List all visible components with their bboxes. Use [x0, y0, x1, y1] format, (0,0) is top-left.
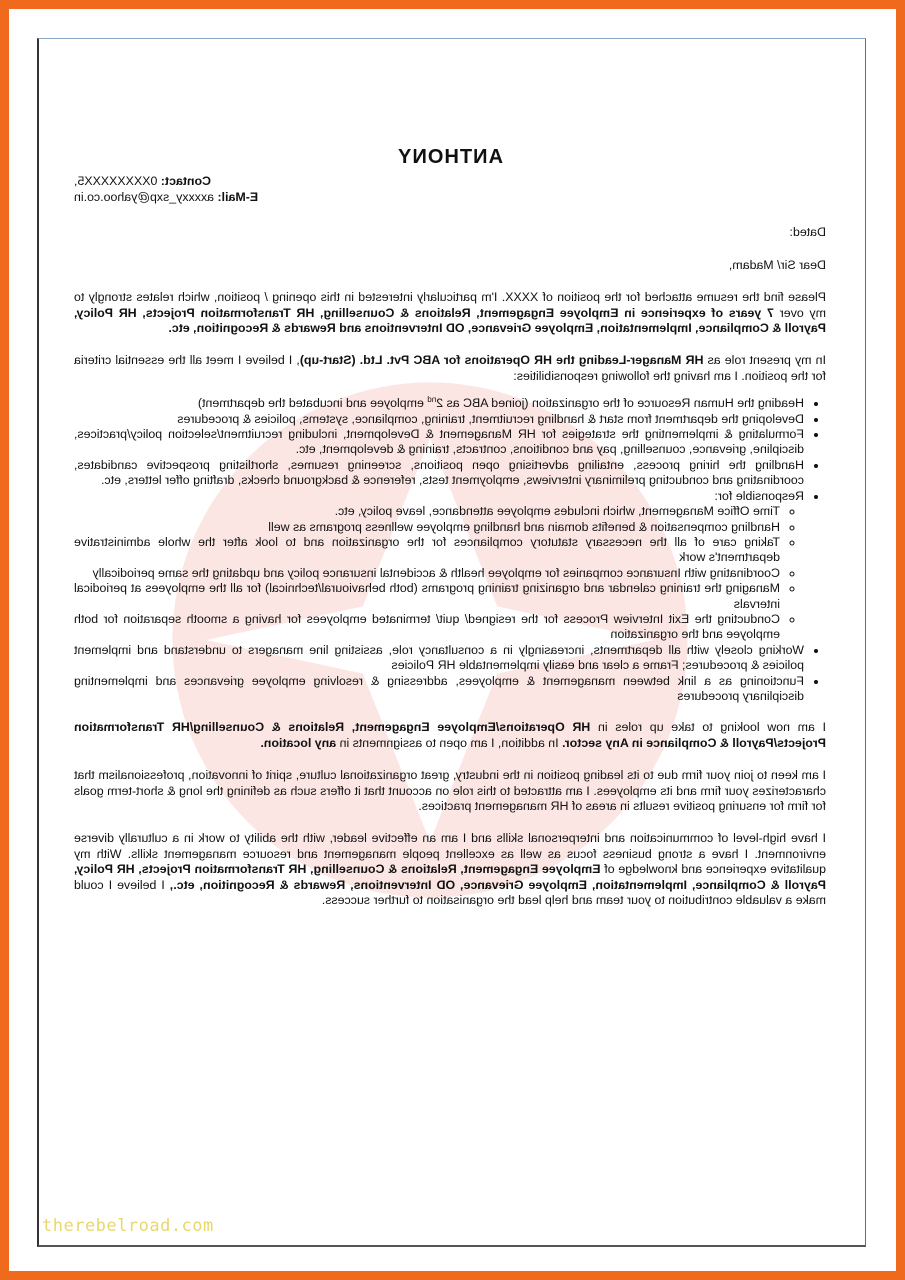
list-item: • Developing the department from start & handling recruitment, training, compliance, systems, policies & procedures [74, 412, 804, 427]
paragraph-looking-for: I am now looking to take up roles in HR Operations/Employee Engagement, Relations & Counselling/HR Transformation Projects/Payroll & Compliance in Any sector. In addition, I am open to assignments in any location. [74, 720, 826, 750]
paragraph-keen: I am keen to join your firm due to its leading position in the industry, great organizational culture, spirit of innovation, professionalism that characterizes your firm and its employees. I am attracted to this role on account that it offers such as defining the long & short-term goals for firm for ensuring positive results in areas of HR management practices. [74, 768, 826, 813]
contact-label: Contact: [160, 174, 212, 189]
sub-list-item: ◦ Coordinating with Insurance companies for employee health & accidental insurance policy and updating the same periodically [74, 566, 780, 581]
list-item: • Responsible for: ◦ Time Office Management, which includes employee attendance, leave policy, etc. ◦ Handling compensation & benefits domain and handling employee wellness programs as well ◦ Taking care of all the necessary statutory compliances for the organization and to look after the whole administrative department's work ◦ Coordinating with Insurance companies for employee health & accidental insurance policy and updating the same periodically ◦ Managing the training calendar and organizing training programs (both behavioural/technical) for all the employees at periodical intervals ◦ Conducting the Exit Interview Process for the resigned/ quit/ terminated employees for having a smooth separation for both employee and the organization [74, 489, 804, 643]
contact-block [74, 173, 826, 205]
paragraph-skills: I have high-level of communication and interpersonal skills and I am an effective leader, with the ability to work in a culturally diverse environment. I have a strong business focus as well as excellent people management and resource management skills. With my qualitative experience and knowledge of Employee Engagement, Relations & Counselling, HR Transformation Projects, HR Policy, Payroll & Compliance, Implementation, Employee Grievance, OD Interventions, Rewards & Recognition, etc., I believe I could make a valuable contribution to your team and help lead the organisation to further success. [74, 831, 826, 908]
sub-list-item: ◦ Taking care of all the necessary statutory compliances for the organization and to look after the whole administrative department's work [74, 535, 780, 566]
email-line [74, 189, 826, 205]
para2-text-2: , I believe I meet all the essential criteria for the position. I am having the following responsibilities: [74, 353, 826, 383]
list-item: • Formulating & implementing the strategies for HR Management & Development, including recruitment/selection policy/practices, discipline, grievance, counselling, pay and conditions, contracts, training & development, etc. [74, 427, 804, 458]
contact-value: 0XXXXXXXX5, [74, 174, 158, 189]
paragraph-present-role [74, 353, 826, 384]
sub-list-item: ◦ Handling compensation & benefits domain and handling employee wellness programs as well [74, 520, 780, 535]
list-item: • Heading the Human Resource of the organization (joined ABC as 2nd employee and incubated the department) [74, 396, 804, 411]
salutation: Dear Sir/ Madam, [728, 257, 826, 272]
para2-bold: HR Manager-Leading the HR Operations for ABC Pvt. Ltd. (Start-up) [299, 353, 704, 368]
dated-line: Dated: [789, 225, 826, 240]
paragraph-intro [74, 290, 826, 336]
applicant-name: ANTHONY [397, 146, 503, 168]
email-value: axxxxy_sxp@yahoo.co.in [74, 190, 214, 205]
list-item: • Handling the hiring process, entailing advertising open positions, screening resumes, shortlisting prospective candidates, coordinating and conducting preliminary interviews, employment tests, reference & background checks, drafting offer letters, etc. [74, 458, 804, 489]
sub-list [74, 504, 804, 643]
para2-text: In my present role as [703, 353, 826, 368]
sub-list-item: ◦ Managing the training calendar and organizing training programs (both behavioural/technical) for all the employees at periodical intervals [74, 581, 780, 612]
sub-list-item: ◦ Time Office Management, which includes employee attendance, leave policy, etc. [74, 504, 780, 519]
site-watermark-text: therebelroad.com [42, 1216, 214, 1236]
responsibilities-list [74, 396, 826, 704]
letter-body [74, 146, 826, 925]
sub-list-item: ◦ Conducting the Exit Interview Process for the resigned/ quit/ terminated employees for having a smooth separation for both employee and the organization [74, 612, 780, 643]
contact-line [74, 173, 826, 189]
list-item: • Functioning as a link between management & employees, addressing & resolving employee grievances and implementing disciplinary procedures [74, 674, 804, 705]
para1-text: Please find the resume attached for the position of XXXX. I'm particularly interested in this opening / position, which relates strongly to my over [74, 290, 826, 320]
letter-content [37, 38, 866, 1247]
list-item: • Working closely with all departments, increasingly in a consultancy role, assisting line managers to understand and implement policies & procedures; Frame a clear and easily implementable HR Policies [74, 643, 804, 674]
email-label: E-Mail: [217, 190, 259, 205]
para1-bold: 7 years of experience in Employee Engagement, Relations & Counselling, HR Transformation Projects, HR Policy, Payroll & Compliance, Implementation, Employee Grievance, OD Interventions and Rewards & Recognition, etc. [74, 305, 826, 336]
